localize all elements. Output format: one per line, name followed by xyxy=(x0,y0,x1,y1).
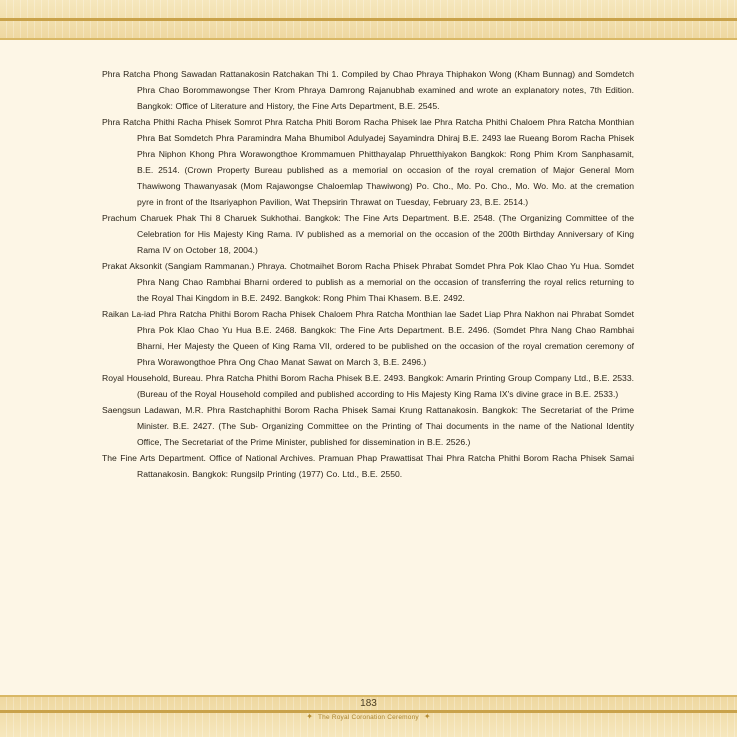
running-footer xyxy=(0,712,737,721)
star-ornament-icon: ✦ xyxy=(423,712,431,721)
header-decorative-band xyxy=(0,0,737,40)
running-title: The Royal Coronation Ceremony xyxy=(318,714,419,721)
bibliography-entry: Royal Household, Bureau. Phra Ratcha Phithi Borom Racha Phisek B.E. 2493. Bangkok: Amarin Printing Group Company Ltd., B.E. 2533. (Bureau of the Royal Household compiled and published according to His Majesty King Rama IX's divine grace in B.E. 2533.) xyxy=(102,373,634,399)
bibliography-entry: The Fine Arts Department. Office of National Archives. Pramuan Phap Prawattisat Thai Phra Ratcha Phithi Borom Racha Phisek Samai Rattanakosin. Bangkok: Rungsilp Printing (1977) Co. Ltd., B.E. 2550. xyxy=(102,453,634,479)
bibliography-entry: Saengsun Ladawan, M.R. Phra Rastchaphithi Borom Racha Phisek Samai Krung Rattanakosin. Bangkok: The Secretariat of the Prime Minister. B.E. 2427. (The Sub- Organizing Committee on the Printing of Thai documents in the name of the National Identity Office, The Secretariat of the Prime Minister, published for dissemination in B.E. 2526.) xyxy=(102,405,634,447)
bibliography-entry: Phra Ratcha Phong Sawadan Rattanakosin Ratchakan Thi 1. Compiled by Chao Phraya Thiphakon Wong (Kham Bunnag) and Somdetch Phra Chao Borommawongse Ther Krom Phraya Damrong Rajanubhab examined and wrote an explanatory notes, 7th Edition. Bangkok: Office of Literature and History, the Fine Arts Department, B.E. 2545. xyxy=(102,69,634,111)
star-ornament-icon: ✦ xyxy=(306,712,314,721)
bibliography-entry: Prakat Aksonkit (Sangiam Rammanan.) Phraya. Chotmaihet Borom Racha Phisek Phrabat Somdet Phra Pok Klao Chao Yu Hua. Somdet Phra Nang Chao Rambhai Bharni ordered to publish as a memorial on the occasion of transferring the royal relics returning to the Royal Thai Kingdom in B.E. 2492. Bangkok: Rong Phim Thai Khasem. B.E. 2492. xyxy=(102,261,634,303)
footer-rule xyxy=(0,695,737,697)
bibliography-entry: Raikan La-iad Phra Ratcha Phithi Borom Racha Phisek Chaloem Phra Ratcha Monthian lae Sadet Liap Phra Nakhon nai Phrabat Somdet Phra Pok Klao Chao Yu Hua B.E. 2468. Bangkok: The Fine Arts Department. B.E. 2496. (Somdet Phra Nang Chao Rambhai Bharni, Her Majesty the Queen of King Rama VII, ordered to be published on the occasion of the royal cremation ceremony of Phra Worawongthoe Phra Ong Chao Manat Sawat on March 3, B.E. 2496.) xyxy=(102,309,634,367)
bibliography-list xyxy=(102,66,634,482)
bibliography-entry: Prachum Charuek Phak Thi 8 Charuek Sukhothai. Bangkok: The Fine Arts Department. B.E. 2548. (The Organizing Committee of the Celebration for His Majesty King Rama. IV published as a memorial on the occasion of the 200th Birthday Anniversary of King Rama IV on October 18, 2004.) xyxy=(102,213,634,255)
page-number: 183 xyxy=(360,698,377,709)
bibliography-entry: Phra Ratcha Phithi Racha Phisek Somrot Phra Ratcha Phiti Borom Racha Phisek lae Phra Ratcha Phithi Chaloem Phra Ratcha Monthian Phra Bat Somdetch Phra Paramindra Maha Bhumibol Adulyadej Sayamindra Dhiraj B.E. 2493 lae Rueang Borom Racha Phisek Phra Niphon Khong Phra Worawongthoe Krommamuen Phitthayalap Phruetthiyakon Bangkok: Rong Phim Krom Sanphasamit, B.E. 2514. (Crown Property Bureau published as a memorial on occasion of the royal cremation of Major General Mom Thawiwong Thawanyasak (Mom Rajawongse Chaloemlap Thawiwong) Po. Cho., Mo. Po. Cho., Mo. Wo. Mo. at the cremation pyre in front of the Itsariyaphon Pavilion, Wat Thepsirin Thrawat on Tuesday, February 23, B.E. 2514.) xyxy=(102,117,634,207)
